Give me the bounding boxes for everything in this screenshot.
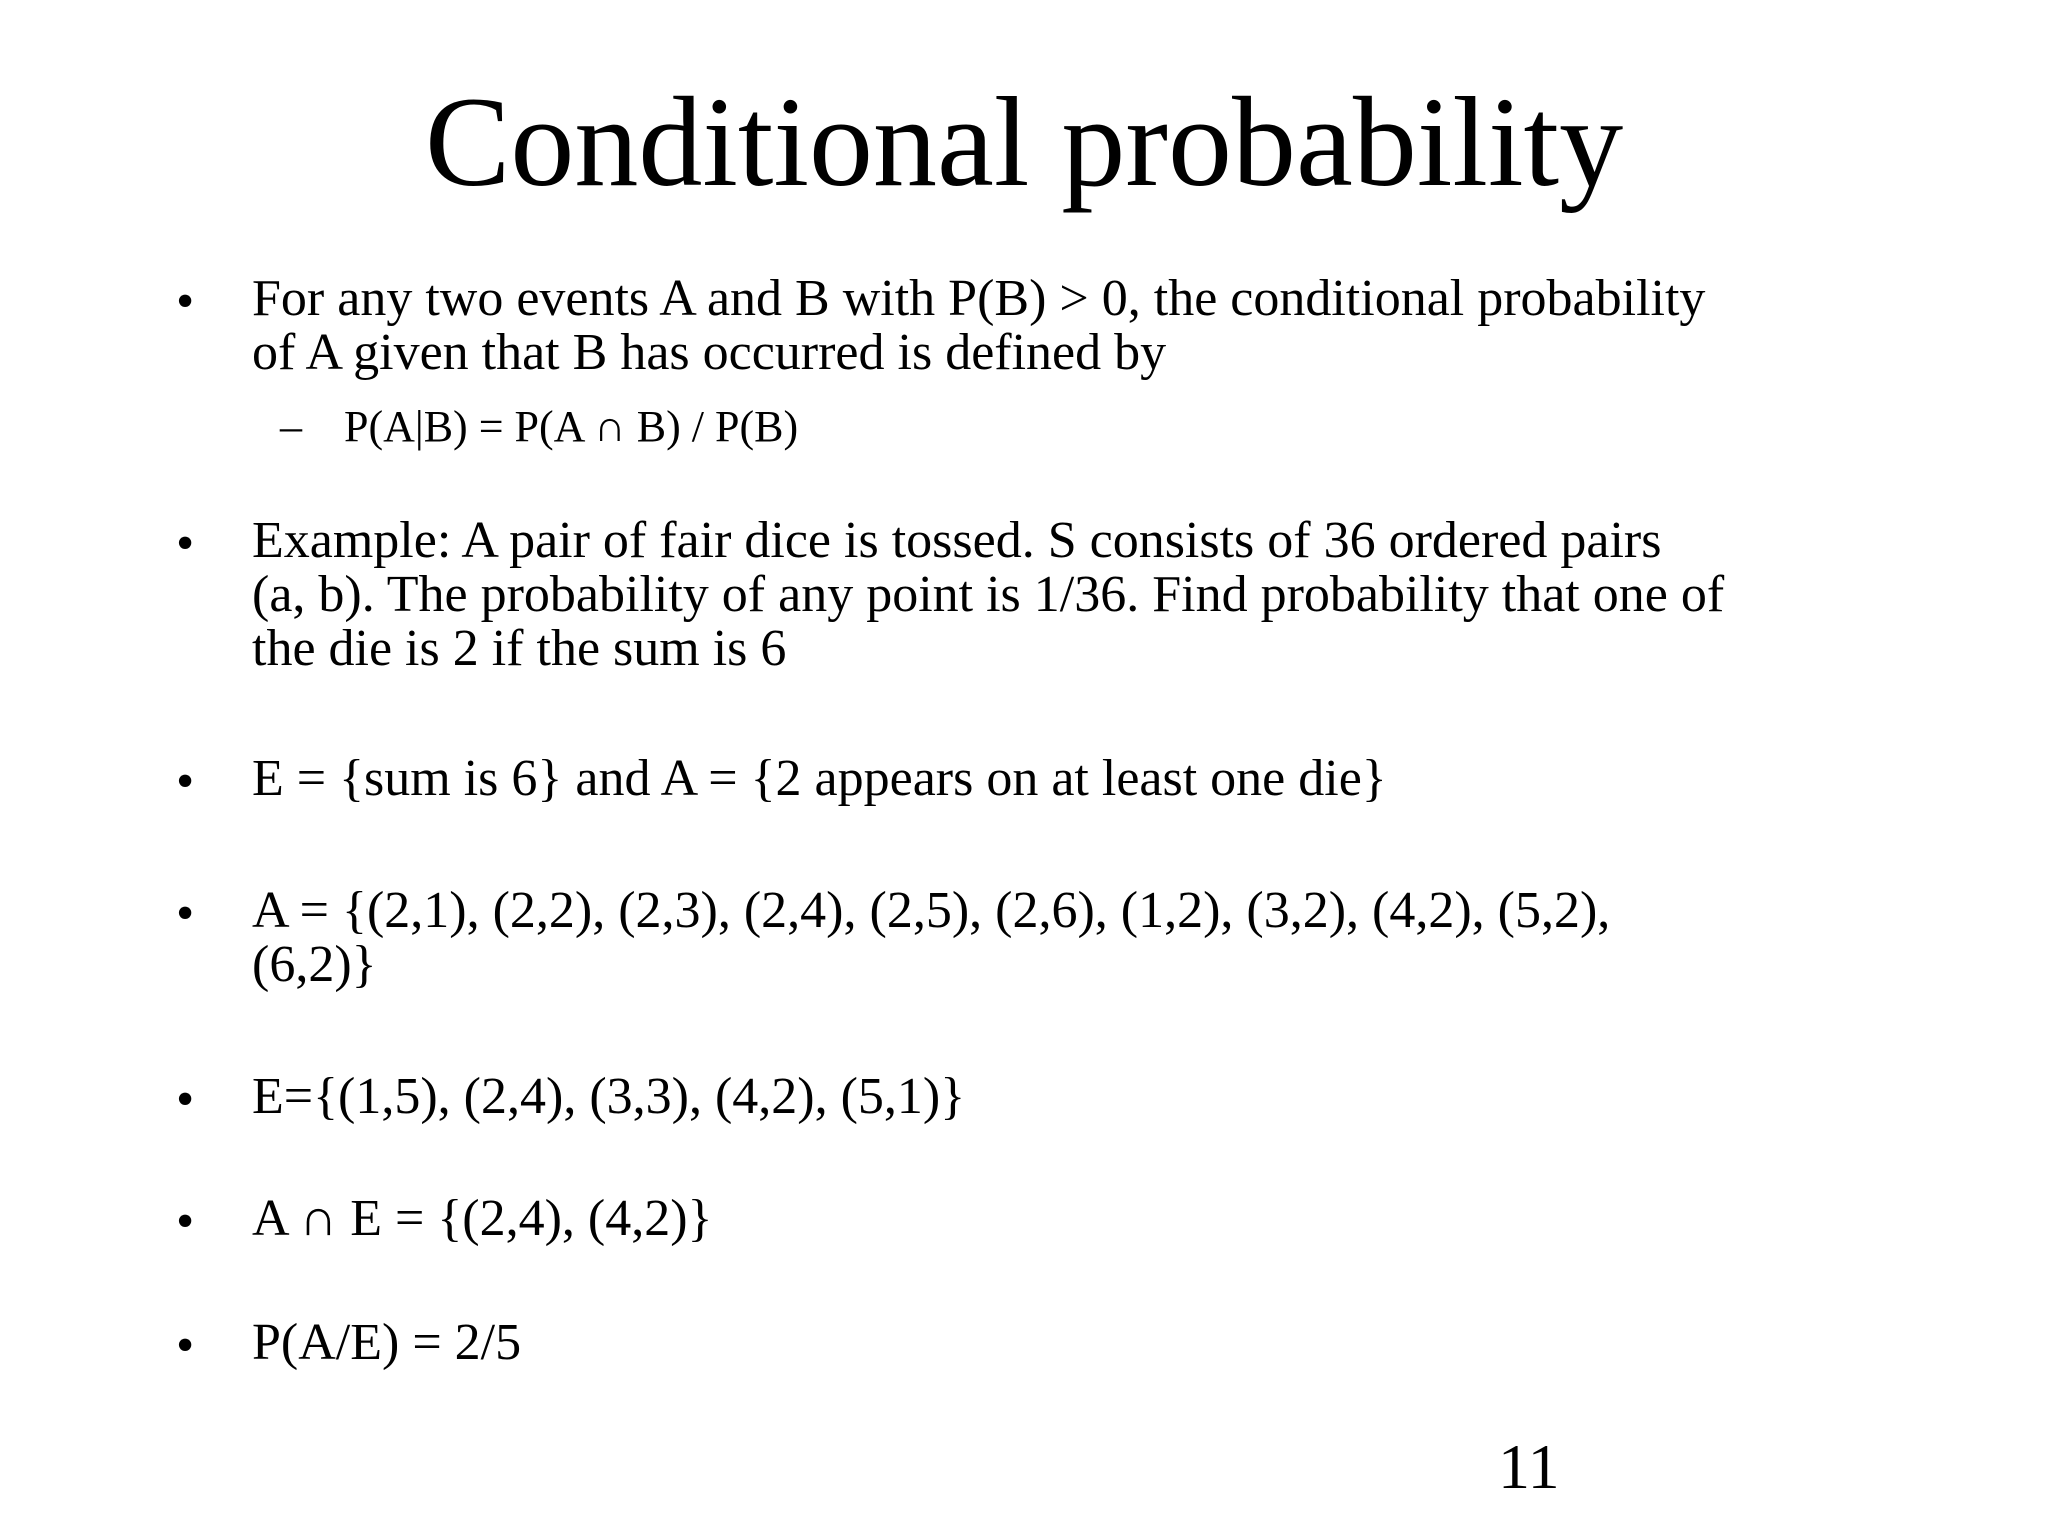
bullet-set-a-text bbox=[252, 884, 1912, 992]
bullet-intersection-text bbox=[252, 1192, 1912, 1246]
bullet-marker: • bbox=[176, 753, 195, 810]
bullet-definition-text bbox=[252, 272, 1912, 380]
bullet-marker: • bbox=[176, 885, 195, 942]
bullet-marker: • bbox=[176, 515, 195, 572]
bullet-line: A ∩ E = {(2,4), (4,2)} bbox=[252, 1190, 713, 1247]
bullet-marker: • bbox=[176, 1317, 195, 1374]
bullet-marker: • bbox=[176, 273, 195, 330]
bullet-line: (6,2)} bbox=[252, 936, 377, 993]
bullet-line: the die is 2 if the sum is 6 bbox=[252, 620, 787, 677]
page-number: 11 bbox=[1498, 1431, 1560, 1502]
bullet-marker: • bbox=[176, 1193, 195, 1250]
bullet-line: P(A/E) = 2/5 bbox=[252, 1314, 522, 1371]
bullet-line: A = {(2,1), (2,2), (2,3), (2,4), (2,5), (2,6), (1,2), (3,2), (4,2), (5,2), bbox=[252, 882, 1611, 939]
bullet-marker: • bbox=[176, 1071, 195, 1128]
bullet-set-e-text bbox=[252, 1070, 1912, 1124]
bullet-line: For any two events A and B with P(B) > 0, the conditional probability bbox=[252, 270, 1706, 327]
bullet-line: Example: A pair of fair dice is tossed. S consists of 36 ordered pairs bbox=[252, 512, 1662, 569]
bullet-events-text bbox=[252, 752, 1912, 806]
slide-title: Conditional probability bbox=[424, 71, 1624, 213]
bullet-line: of A given that B has occurred is defined by bbox=[252, 324, 1167, 381]
bullet-example-text bbox=[252, 514, 1912, 676]
formula-text: P(A|B) = P(A ∩ B) / P(B) bbox=[344, 402, 799, 451]
bullet-line: (a, b). The probability of any point is 1/36. Find probability that one of bbox=[252, 566, 1725, 623]
sub-bullet-dash: – bbox=[280, 402, 302, 451]
bullet-line: E={(1,5), (2,4), (3,3), (4,2), (5,1)} bbox=[252, 1068, 966, 1125]
bullet-result-text bbox=[252, 1316, 1912, 1370]
bullet-line: E = {sum is 6} and A = {2 appears on at least one die} bbox=[252, 750, 1387, 807]
